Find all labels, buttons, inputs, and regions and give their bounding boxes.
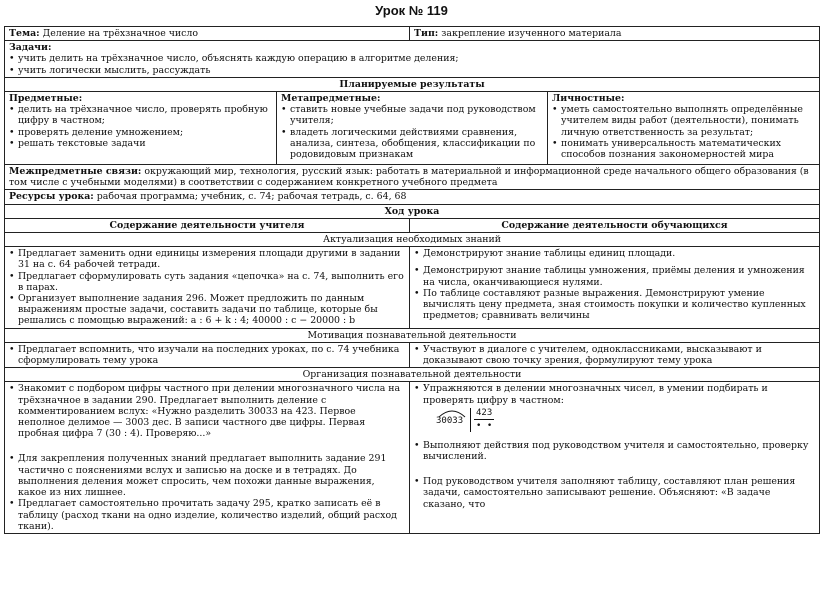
lesson-flow-header-row xyxy=(5,204,820,218)
list-item: • Знакомит с подбором цифры частного при делении многозначного числа на трёхзначное в задании 290. Предлагает выполнить деление с комментированием вслух: «Нужно разделить 30033 на 423. Первое неполное делимое — 3003 дес. В записи частного две цифры. Первая пробная цифра 7 (30 : 4). Проверяю...» xyxy=(9,383,405,439)
list-item: • Для закрепления полученных знаний предлагает выполнить задание 291 частично с пояснениями вслух и записью на доске и в тетрадях. До выполнения деления может спросить, чем похожи данные выражения, какое из них лишнее. xyxy=(9,453,405,498)
list-item: • Предлагает заменить одни единицы измерения площади другими в задании 31 на с. 64 рабочей тетради. xyxy=(9,248,405,270)
quotient: • • xyxy=(476,420,493,431)
subject-results-cell xyxy=(5,92,277,165)
stage-content-row xyxy=(5,342,820,367)
stage-title-row xyxy=(5,368,820,382)
planned-results-row xyxy=(5,92,820,165)
personal-results-cell xyxy=(548,92,820,165)
teacher-activity-cell xyxy=(5,382,410,533)
lesson-flow-header: Ход урока xyxy=(5,204,820,218)
stage-title: Мотивация познавательной деятельности xyxy=(5,328,820,342)
list-item: • Участвуют в диалоге с учителем, одноклассниками, высказывают и доказывают свою точку зрения, формулируют тему урока xyxy=(414,344,815,366)
list-item: • Предлагает вспомнить, что изучали на последних уроках, по с. 74 учебника сформулировать тему урока xyxy=(9,344,405,366)
list-item: • Демонстрируют знание таблицы единиц площади. xyxy=(414,248,815,259)
type-label: Тип: xyxy=(414,28,439,39)
planned-results-header-row xyxy=(5,77,820,91)
stage-title-row xyxy=(5,233,820,247)
tasks-list xyxy=(9,53,815,75)
stage-title: Актуализация необходимых знаний xyxy=(5,233,820,247)
divisor: 423 xyxy=(474,408,494,420)
list-item: • решать текстовые задачи xyxy=(9,138,272,149)
interdisciplinary-label: Межпредметные связи: xyxy=(9,166,142,178)
interdisciplinary-row xyxy=(5,165,820,190)
students-activity-cell xyxy=(410,342,820,367)
list-item: • Демонстрируют знание таблицы умножения, приёмы деления и умножения на числа, оканчивающиеся нулями. xyxy=(414,265,815,287)
resources-label: Ресурсы урока: xyxy=(9,191,94,203)
topic-label: Тема: xyxy=(9,28,40,39)
teacher-column-header: Содержание деятельности учителя xyxy=(5,218,410,232)
list-item: • делить на трёхзначное число, проверять пробную цифру в частном; xyxy=(9,104,272,126)
stage-content-row xyxy=(5,247,820,328)
list-item: • проверять деление умножением; xyxy=(9,127,272,138)
list-item: • Под руководством учителя заполняют таблицу, составляют план решения задачи, самостоятельно записывают решение. Объясняют: «В задаче сказано, что xyxy=(414,476,815,510)
topic-row xyxy=(5,27,820,41)
teacher-activity-cell xyxy=(5,342,410,367)
meta-results-label: Метапредметные: xyxy=(281,93,381,105)
list-item: • Организует выполнение задания 296. Может предложить по данным выражениям простые задачи, составить задачи по таблице, которые бы решались с помощью выражений: a : 6 + k : 4; 40000 : c − 20000 : b xyxy=(9,293,405,327)
stage-content-row xyxy=(5,382,820,533)
type-value: закрепление изученного материала xyxy=(441,28,622,39)
list-item: • владеть логическими действиями сравнения, анализа, синтеза, обобщения, классификации по родовидовым признакам xyxy=(281,127,543,161)
tasks-label: Задачи: xyxy=(9,42,52,54)
resources-value: рабочая программа; учебник, с. 74; рабочая тетрадь, с. 64, 68 xyxy=(96,191,407,203)
resources-row xyxy=(5,190,820,204)
list-item: • учить логически мыслить, рассуждать xyxy=(9,65,815,76)
page-title: Урок № 119 xyxy=(375,3,448,18)
list-item: • ставить новые учебные задачи под руководством учителя; xyxy=(281,104,543,126)
list-item: • Выполняют действия под руководством учителя и самостоятельно, проверку вычислений. xyxy=(414,440,815,462)
subject-results-label: Предметные: xyxy=(9,93,83,105)
interdisciplinary-value: окружающий мир, технология, русский язык: работать в материальной и информационной среде начального общего образования (в том числе с учебными моделями) в соответствии с содержанием конкретного учебного предмета xyxy=(9,166,809,189)
type-cell xyxy=(410,27,820,41)
topic-cell xyxy=(5,27,410,41)
planned-results-header: Планируемые результаты xyxy=(5,77,820,91)
long-division-schema xyxy=(436,408,815,434)
meta-results-cell xyxy=(277,92,548,165)
division-bar xyxy=(470,408,471,432)
topic-value: Деление на трёхзначное число xyxy=(42,28,199,39)
teacher-activity-cell xyxy=(5,247,410,328)
columns-header-row xyxy=(5,218,820,232)
stage-title: Организация познавательной деятельности xyxy=(5,368,820,382)
list-item: • По таблице составляют разные выражения. Демонстрируют умение вычислять цену предмета, зная стоимость покупки и количество купленных предметов; сравнивать величины xyxy=(414,288,815,322)
lesson-plan-table xyxy=(4,26,820,534)
list-item: • Упражняются в делении многозначных чисел, в умении подбирать и проверять цифру в частном: xyxy=(414,383,815,405)
list-item: • учить делить на трёхзначное число, объяснять каждую операцию в алгоритме деления; xyxy=(9,53,815,64)
tasks-row xyxy=(5,41,820,78)
students-activity-cell xyxy=(410,382,820,533)
list-item: • понимать универсальность математических способов познания закономерностей мира xyxy=(552,138,815,160)
stage-title-row xyxy=(5,328,820,342)
personal-results-label: Личностные: xyxy=(552,93,625,105)
list-item: • уметь самостоятельно выполнять определённые учителем виды работ (деятельности), понимать личную ответственность за результат; xyxy=(552,104,815,138)
list-item: • Предлагает сформулировать суть задания «цепочка» на с. 74, выполнить его в парах. xyxy=(9,271,405,293)
list-item: • Предлагает самостоятельно прочитать задачу 295, кратко записать её в таблицу (расход ткани на одно изделие, количество изделий, общий расход ткани). xyxy=(9,498,405,532)
students-activity-cell xyxy=(410,247,820,328)
dividend: 30033 xyxy=(436,415,464,426)
students-column-header: Содержание деятельности обучающихся xyxy=(410,218,820,232)
